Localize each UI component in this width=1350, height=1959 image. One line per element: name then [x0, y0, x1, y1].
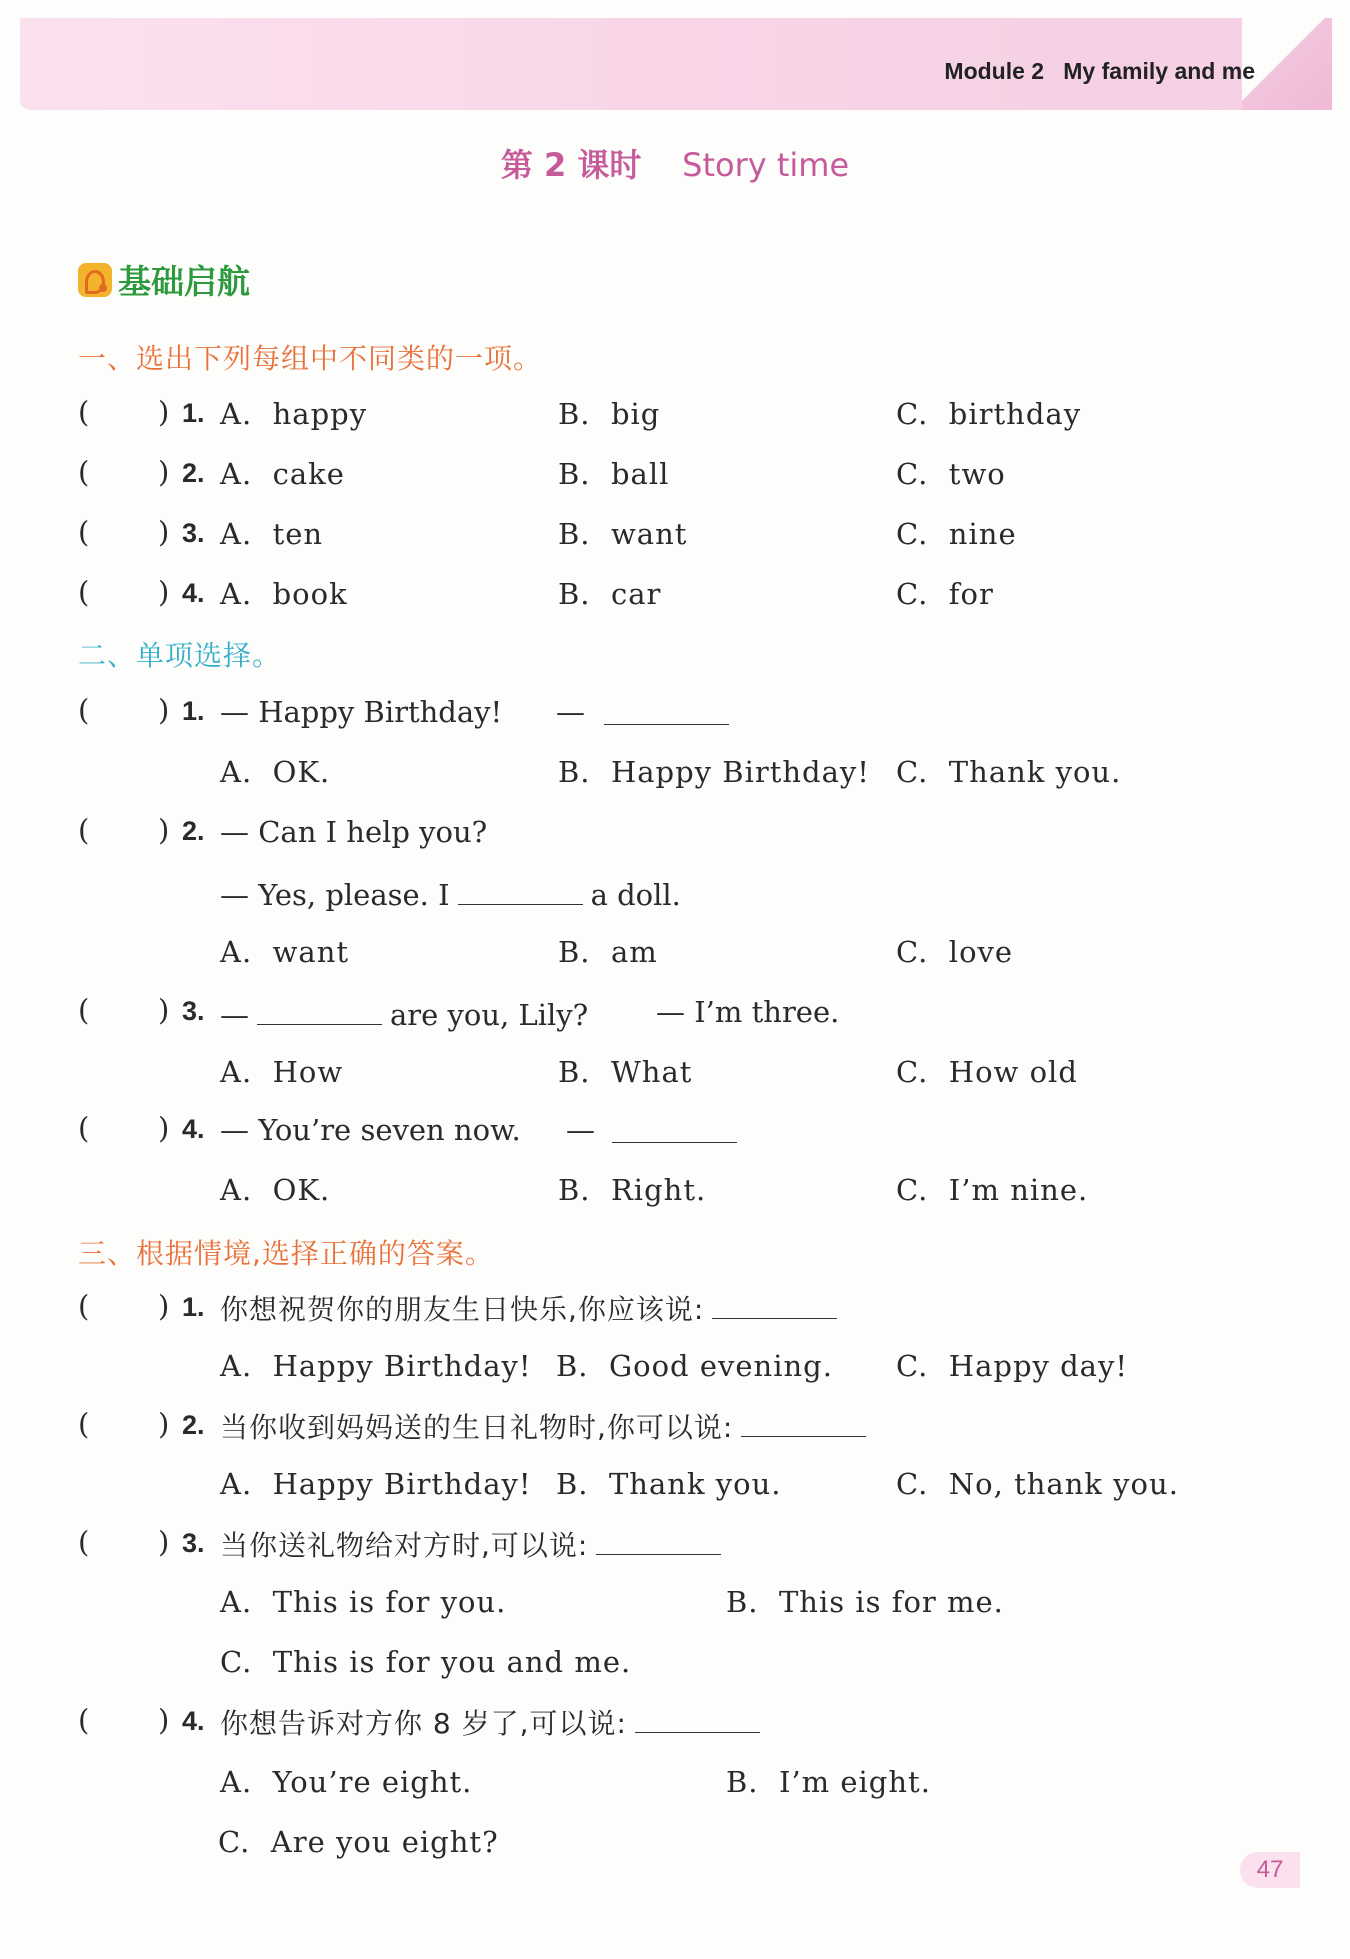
stem-text: 你想祝贺你的朋友生日快乐,你应该说:	[220, 1293, 705, 1326]
option-b: B. Good evening.	[556, 1349, 833, 1383]
option-c: C. birthday	[896, 397, 1082, 431]
question-stem: — Can I help you?	[220, 815, 488, 849]
paren-close: )	[158, 575, 170, 609]
answer-blank[interactable]	[596, 1528, 721, 1555]
paren-close: )	[158, 1111, 170, 1145]
answer-blank[interactable]	[458, 878, 583, 905]
option-b: B. car	[558, 577, 662, 611]
reply-text: — I’m three.	[656, 995, 840, 1029]
option-c: C. Are you eight?	[218, 1825, 499, 1859]
question-stem-2	[220, 878, 681, 910]
paren-close: )	[158, 693, 170, 727]
option-c: C. I’m nine.	[896, 1173, 1089, 1207]
page-curl-corner	[1242, 18, 1332, 110]
answer-blank[interactable]	[596, 698, 737, 730]
lesson-name: Story time	[682, 146, 850, 184]
question-number: 4.	[182, 578, 205, 608]
question-number: 4.	[182, 1706, 205, 1736]
option-a: A. Happy Birthday!	[220, 1467, 532, 1501]
option-a: A. Happy Birthday!	[220, 1349, 532, 1383]
answer-blank[interactable]	[257, 998, 382, 1025]
paren-open: (	[78, 1407, 90, 1441]
module-label: Module 2	[944, 58, 1045, 84]
question-number: 2.	[182, 816, 205, 846]
paren-close: )	[158, 993, 170, 1027]
paren-close: )	[158, 813, 170, 847]
question-number: 4.	[182, 1114, 205, 1144]
option-c: C. Thank you.	[896, 755, 1122, 789]
module-header	[944, 58, 1255, 85]
option-b: B. I’m eight.	[726, 1765, 931, 1799]
option-a: A. ten	[220, 517, 324, 551]
paren-close: )	[158, 1407, 170, 1441]
option-c: C. for	[896, 577, 994, 611]
option-c: C. This is for you and me.	[220, 1645, 632, 1679]
option-a: A. OK.	[220, 1173, 331, 1207]
question-number: 2.	[182, 458, 205, 488]
question-number: 3.	[182, 518, 205, 548]
part3-title: 三、根据情境,选择正确的答案。	[78, 1237, 494, 1270]
question-stem	[220, 998, 588, 1030]
answer-blank[interactable]	[741, 1410, 866, 1437]
question-stem: — Happy Birthday!	[220, 695, 503, 729]
option-a: A. want	[220, 935, 350, 969]
question-number: 1.	[182, 398, 205, 428]
option-b: B. What	[558, 1055, 693, 1089]
question-stem	[220, 1528, 729, 1560]
option-b: B. This is for me.	[726, 1585, 1004, 1619]
paren-open: (	[78, 993, 90, 1027]
paren-close: )	[158, 455, 170, 489]
question-stem	[220, 1706, 768, 1738]
paren-close: )	[158, 1525, 170, 1559]
question-number: 3.	[182, 996, 205, 1026]
stem-part-2: a doll.	[590, 878, 681, 912]
option-c: C. How old	[896, 1055, 1078, 1089]
lesson-number: 第 2 课时	[500, 146, 642, 184]
stem-part-1: — Yes, please. I	[220, 878, 450, 912]
paren-close: )	[158, 1289, 170, 1323]
paren-open: (	[78, 575, 90, 609]
option-a: A. OK.	[220, 755, 331, 789]
option-b: B. am	[558, 935, 658, 969]
paren-open: (	[78, 515, 90, 549]
stem-text: 你想告诉对方你 8 岁了,可以说:	[220, 1707, 627, 1740]
stem-text: 当你收到妈妈送的生日礼物时,你可以说:	[220, 1411, 734, 1444]
paren-open: (	[78, 1111, 90, 1145]
option-b: B. Right.	[558, 1173, 707, 1207]
option-b: B. ball	[558, 457, 670, 491]
question-number: 1.	[182, 1292, 205, 1322]
question-number: 1.	[182, 696, 205, 726]
paren-open: (	[78, 1525, 90, 1559]
stem-dash: —	[220, 998, 249, 1032]
question-number: 3.	[182, 1528, 205, 1558]
question-stem: — You’re seven now.	[220, 1113, 521, 1147]
anchor-icon	[78, 263, 112, 297]
paren-close: )	[158, 515, 170, 549]
answer-blank[interactable]	[712, 1292, 837, 1319]
paren-open: (	[78, 813, 90, 847]
option-c: C. two	[896, 457, 1006, 491]
option-c: C. love	[896, 935, 1014, 969]
option-a: A. cake	[220, 457, 345, 491]
option-b: B. Thank you.	[556, 1467, 782, 1501]
stem-text: 当你送礼物给对方时,可以说:	[220, 1529, 589, 1562]
reply-dash: —	[556, 695, 585, 729]
question-number: 2.	[182, 1410, 205, 1440]
paren-open: (	[78, 693, 90, 727]
module-title: My family and me	[1063, 58, 1255, 84]
reply-dash: —	[566, 1113, 595, 1147]
stem-part: are you, Lily?	[390, 998, 589, 1032]
paren-close: )	[158, 1703, 170, 1737]
lesson-title	[0, 140, 1350, 186]
option-a: A. happy	[220, 397, 368, 431]
section-label: 基础启航	[118, 262, 250, 301]
paren-close: )	[158, 395, 170, 429]
option-a: A. book	[220, 577, 348, 611]
option-a: A. This is for you.	[220, 1585, 507, 1619]
paren-open: (	[78, 1289, 90, 1323]
part1-title: 一、选出下列每组中不同类的一项。	[78, 342, 543, 375]
option-c: C. nine	[896, 517, 1017, 551]
option-a: A. How	[220, 1055, 344, 1089]
question-stem	[220, 1292, 845, 1324]
option-b: B. want	[558, 517, 688, 551]
section-header	[78, 256, 250, 303]
option-a: A. You’re eight.	[220, 1765, 473, 1799]
answer-blank[interactable]	[604, 1116, 745, 1148]
part2-title: 二、单项选择。	[78, 639, 282, 672]
paren-open: (	[78, 455, 90, 489]
option-b: B. big	[558, 397, 661, 431]
option-c: C. No, thank you.	[896, 1467, 1179, 1501]
option-b: B. Happy Birthday!	[558, 755, 870, 789]
answer-blank[interactable]	[635, 1706, 760, 1733]
paren-open: (	[78, 395, 90, 429]
paren-open: (	[78, 1703, 90, 1737]
option-c: C. Happy day!	[896, 1349, 1129, 1383]
question-stem	[220, 1410, 874, 1442]
page-number: 47	[1240, 1852, 1300, 1888]
